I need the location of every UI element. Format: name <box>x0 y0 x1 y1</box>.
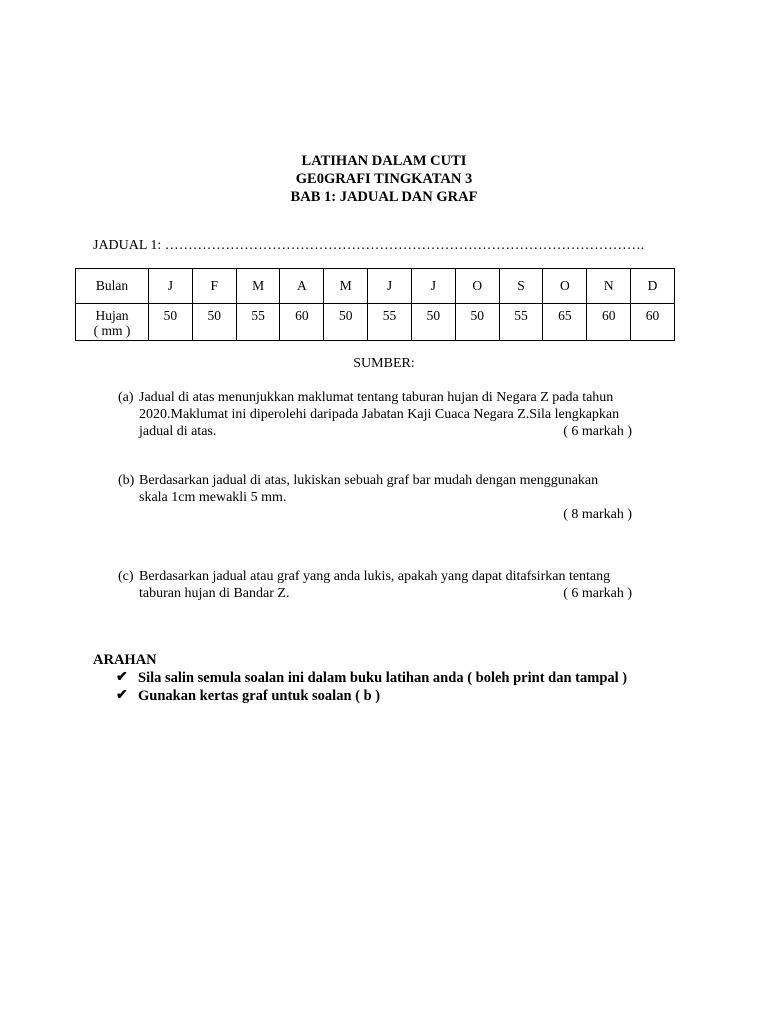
title-line-1: LATIHAN DALAM CUTI <box>301 153 467 169</box>
question-b-label: (b) <box>118 473 135 488</box>
rainfall-cell: 55 <box>236 304 280 341</box>
question-c-line1: Berdasarkan jadual atau graf yang anda lukis, apakah yang dapat ditafsirkan tentang <box>139 569 611 584</box>
table-row-rainfall <box>76 304 675 341</box>
instructions-title: ARAHAN <box>93 652 157 668</box>
question-b-line1: Berdasarkan jadual di atas, lukiskan sebuah graf bar mudah dengan menggunakan <box>139 473 599 488</box>
title-line-2: GE0GRAFI TINGKATAN 3 <box>295 171 473 187</box>
month-cell: J <box>149 269 193 304</box>
question-c-label: (c) <box>118 569 134 584</box>
rainfall-cell: 55 <box>368 304 412 341</box>
month-cell: O <box>543 269 587 304</box>
rainfall-cell: 60 <box>631 304 675 341</box>
title-line-3: BAB 1: JADUAL DAN GRAF <box>290 189 478 205</box>
question-a-label: (a) <box>118 390 134 405</box>
rainfall-cell: 50 <box>455 304 499 341</box>
question-a <box>118 389 658 440</box>
table-row-months <box>76 269 675 304</box>
rainfall-cell: 50 <box>149 304 193 341</box>
rainfall-cell: 60 <box>280 304 324 341</box>
rainfall-cell: 60 <box>587 304 631 341</box>
month-cell: F <box>192 269 236 304</box>
question-c-marks: ( 6 markah ) <box>563 586 632 601</box>
instruction-item <box>93 687 627 705</box>
title-block <box>0 152 768 206</box>
question-b-line2: skala 1cm mewakli 5 mm. <box>139 490 287 505</box>
row-header-hujan <box>76 304 149 341</box>
month-cell: N <box>587 269 631 304</box>
month-cell: O <box>455 269 499 304</box>
month-cell: M <box>236 269 280 304</box>
month-cell: M <box>324 269 368 304</box>
instructions-section <box>93 651 627 705</box>
question-c-line2: taburan hujan di Bandar Z. <box>139 586 290 601</box>
rainfall-cell: 50 <box>324 304 368 341</box>
table-caption: JADUAL 1: …………………………………………………………………………………………. <box>93 238 645 253</box>
question-a-line2: 2020.Maklumat ini diperolehi daripada Jabatan Kaji Cuaca Negara Z.Sila lengkapkan <box>139 407 620 422</box>
question-a-line1: Jadual di atas menunjukkan maklumat tentang taburan hujan di Negara Z pada tahun <box>139 390 614 405</box>
checkmark-icon: ✔ <box>116 670 128 685</box>
rainfall-cell: 50 <box>411 304 455 341</box>
row-header-bulan: Bulan <box>76 269 149 304</box>
question-a-line3: jadual di atas. <box>139 424 217 439</box>
month-cell: S <box>499 269 543 304</box>
rainfall-table <box>75 268 675 341</box>
row-header-hujan-line1: Hujan <box>95 308 129 323</box>
rainfall-cell: 55 <box>499 304 543 341</box>
question-b <box>118 472 658 523</box>
checkmark-icon: ✔ <box>116 688 128 703</box>
month-cell: D <box>631 269 675 304</box>
month-cell: A <box>280 269 324 304</box>
row-header-hujan-unit: ( mm ) <box>93 323 131 338</box>
instruction-text: Sila salin semula soalan ini dalam buku latihan anda ( boleh print dan tampal ) <box>138 670 628 686</box>
month-cell: J <box>411 269 455 304</box>
rainfall-cell: 50 <box>192 304 236 341</box>
question-a-marks: ( 6 markah ) <box>563 424 632 439</box>
instruction-text: Gunakan kertas graf untuk soalan ( b ) <box>138 688 381 704</box>
question-b-marks: ( 8 markah ) <box>563 507 632 522</box>
question-c <box>118 568 658 602</box>
rainfall-cell: 65 <box>543 304 587 341</box>
instruction-item <box>93 669 627 687</box>
source-label: SUMBER: <box>353 356 415 371</box>
month-cell: J <box>368 269 412 304</box>
